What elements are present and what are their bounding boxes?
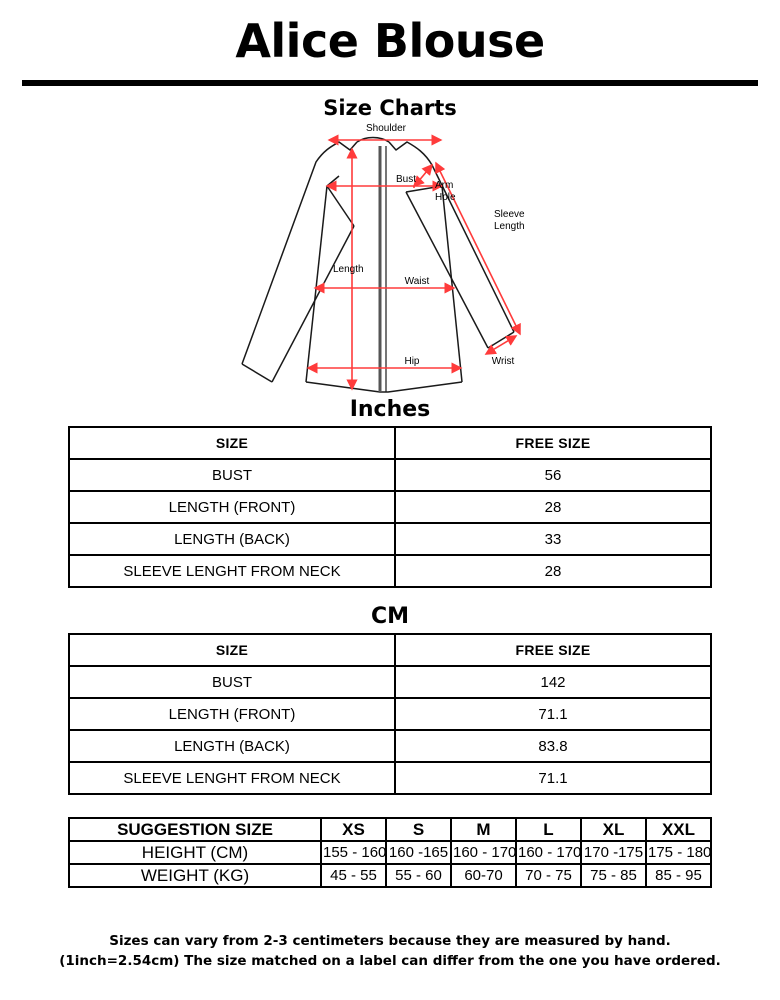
suggestion-size-table — [68, 817, 712, 888]
table-row — [69, 491, 711, 523]
row-label: LENGTH (FRONT) — [69, 491, 395, 523]
column-header-free-size: FREE SIZE — [395, 634, 711, 666]
section-spacer — [0, 795, 780, 817]
size-header-xxl: XXL — [646, 818, 711, 841]
page-subtitle: Size Charts — [323, 96, 457, 120]
row-label: BUST — [69, 459, 395, 491]
row-value: 85 - 95 — [646, 864, 711, 887]
row-value: 75 - 85 — [581, 864, 646, 887]
row-value: 45 - 55 — [321, 864, 386, 887]
table-row — [69, 555, 711, 587]
column-header-size: SIZE — [69, 427, 395, 459]
row-label-weight: WEIGHT (KG) — [69, 864, 321, 887]
disclaimer-line-2: (1inch=2.54cm) The size matched on a label can differ from the one you have ordered. — [59, 952, 721, 969]
row-value: 160 -165 — [386, 841, 451, 864]
table-row — [69, 698, 711, 730]
size-header-m: M — [451, 818, 516, 841]
diagram-label-wrist: Wrist — [491, 356, 515, 367]
disclaimer-line-1: Sizes can vary from 2-3 centimeters because they are measured by hand. — [109, 933, 671, 949]
size-header-xl: XL — [581, 818, 646, 841]
diagram-label-arm-hole-line1: Arm — [435, 180, 454, 191]
garment-measurement-diagram — [0, 120, 780, 395]
diagram-label-sleeve-length-line2: Length — [494, 221, 525, 232]
table-row — [69, 523, 711, 555]
cm-heading: CM — [370, 604, 410, 629]
row-value: 83.8 — [395, 730, 711, 762]
row-label: LENGTH (FRONT) — [69, 698, 395, 730]
row-value: 71.1 — [395, 762, 711, 794]
title-divider — [22, 80, 758, 86]
row-value: 142 — [395, 666, 711, 698]
column-header-free-size: FREE SIZE — [395, 427, 711, 459]
row-value: 170 -175 — [581, 841, 646, 864]
size-header-l: L — [516, 818, 581, 841]
diagram-label-shoulder: Shoulder — [365, 123, 407, 134]
size-header-s: S — [386, 818, 451, 841]
diagram-label-arm-hole-line2: Hole — [435, 192, 456, 203]
size-header-xs: XS — [321, 818, 386, 841]
row-value: 56 — [395, 459, 711, 491]
section-spacer — [0, 588, 780, 602]
blouse-outline — [242, 138, 514, 393]
row-label-height: HEIGHT (CM) — [69, 841, 321, 864]
cm-size-table — [68, 633, 712, 795]
row-label: SLEEVE LENGHT FROM NECK — [69, 555, 395, 587]
row-label: BUST — [69, 666, 395, 698]
row-label: LENGTH (BACK) — [69, 730, 395, 762]
row-value: 160 - 170 — [516, 841, 581, 864]
row-value: 70 - 75 — [516, 864, 581, 887]
table-header-row — [69, 818, 711, 841]
disclaimer-note — [0, 888, 780, 971]
diagram-label-hip: Hip — [404, 356, 420, 367]
suggestion-header-label: SUGGESTION SIZE — [69, 818, 321, 841]
inches-size-table — [68, 426, 712, 588]
row-value: 155 - 160 — [321, 841, 386, 864]
diagram-label-bust: Bust — [395, 174, 417, 185]
row-value: 60-70 — [451, 864, 516, 887]
diagram-label-sleeve-length-line1: Sleeve — [494, 209, 525, 220]
table-row — [69, 730, 711, 762]
table-row — [69, 762, 711, 794]
table-header-row — [69, 427, 711, 459]
row-value: 55 - 60 — [386, 864, 451, 887]
table-header-row — [69, 634, 711, 666]
row-value: 160 - 170 — [451, 841, 516, 864]
row-label: SLEEVE LENGHT FROM NECK — [69, 762, 395, 794]
row-label: LENGTH (BACK) — [69, 523, 395, 555]
table-row — [69, 864, 711, 887]
row-value: 71.1 — [395, 698, 711, 730]
diagram-label-waist: Waist — [404, 276, 430, 287]
row-value: 28 — [395, 491, 711, 523]
table-row — [69, 841, 711, 864]
column-header-size: SIZE — [69, 634, 395, 666]
blouse-diagram-svg — [220, 120, 560, 395]
row-value: 33 — [395, 523, 711, 555]
row-value: 175 - 180 — [646, 841, 711, 864]
diagram-label-length: Length — [333, 264, 364, 275]
row-value: 28 — [395, 555, 711, 587]
page-title: Alice Blouse — [235, 14, 545, 68]
table-row — [69, 459, 711, 491]
front-placket — [380, 146, 386, 392]
table-row — [69, 666, 711, 698]
inches-heading: Inches — [349, 397, 431, 422]
